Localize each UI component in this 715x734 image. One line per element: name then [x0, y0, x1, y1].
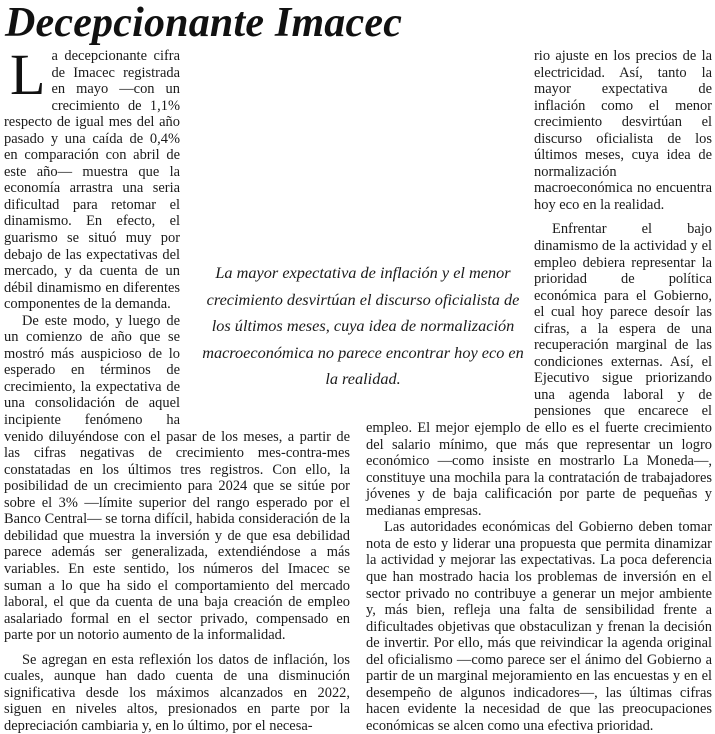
paragraph-2: De este modo, y luego de un comienzo de año que se mostró más auspicioso de lo esperado en términos de crecimiento, la expectativa de una consolidación de aquel incipiente fenómeno ha venido diluyéndose con el pasar de los meses, a partir de las cifras negativas de crecimiento mes-contra-mes constatadas en los últimos tres registros. Con ello, la posibilidad de un crecimiento para 2024 que se sitúe por sobre el 3% —límite superior del rango esperado por el Banco Central— se torna difícil, habida consideración de la debilidad que muestra la inversión y de que esa debilidad parece además ser generalizada, extendiéndose a más variables. En este sentido, los números del Imacec se suman a lo que ha sido el comportamiento del mercado laboral, el que da cuenta de una baja creación de empleo asalariado formal en el sector privado, compensado en parte por un notorio aumento de la informalidad.: [4, 312, 350, 644]
article-headline: Decepcionante Imacec: [5, 0, 403, 46]
paragraph-4: rio ajuste en los precios de la electricidad. Así, tanto la mayor expectativa de inflación como el menor crecimiento desvirtúan el discurso oficialista de los últimos meses, cuya idea de normalización macroeconómica no encuentra hoy eco en la realidad.: [534, 48, 712, 213]
paragraph-3: Se agregan en esta reflexión los datos de inflación, los cuales, aunque han dado cuenta de una disminución significativa desde los máximos alcanzados en 2022, siguen en niveles altos, presionados en parte por la depreciación cambiaria y, en lo último, por el necesa-: [4, 651, 350, 734]
paragraph-1: La decepcionante cifra de Imacec registrada en mayo —con un crecimiento de 1,1% respecto de igual mes del año pasado y una caída de 0,4% en comparación con abril de este año— muestra que la economía arrastra una seria dificultad para retomar el dinamismo. En efecto, el guarismo se situó muy por debajo de las expectativas del mercado, y da cuenta de un débil dinamismo en diferentes componentes de la demanda.: [4, 42, 180, 313]
pull-quote: La mayor expectativa de inflación y el menor crecimiento desvirtúan el discurso oficialista de los últimos meses, cuya idea de normalización macroeconómica no parece encontrar hoy eco en la realidad.: [196, 252, 530, 398]
paragraph-6: Las autoridades económicas del Gobierno deben tomar nota de esto y liderar una propuesta que permita dinamizar la actividad y mejorar las expectativas. La poca deferencia que han mostrado hacia los problemas de inversión en el sector privado no contribuye a generar un mejor ambiente y, más bien, refleja una falta de sensibilidad frente a dificultades objetivas que obstaculizan y frenan la decisión de invertir. Por ello, más que reivindicar la agenda original del oficialismo —como parece ser el ánimo del Gobierno a partir de un marginal mejoramiento en las encuestas y en el desempeño de algunos indicadores—, las últimas cifras hacen evidente la necesidad de que las preocupaciones económicas se alcen como una efectiva prioridad.: [366, 519, 712, 734]
paragraph-5: Enfrentar el bajo dinamismo de la actividad y el empleo debiera representar la prioridad de política económica para el Gobierno, el cual hoy parece desoír las cifras, a la espera de una recuperación marginal de las condiciones externas. Así, el Ejecutivo sigue priorizando una agenda laboral y de pensiones que encarece el empleo. El mejor ejemplo de ello es el fuerte crecimiento del salario mínimo, que más que representar un logro económico —como insiste en mostrarlo La Moneda—, constituye una mochila para la contratación de trabajadores jóvenes y de baja calificación por parte de pequeñas y medianas empresas.: [366, 221, 712, 519]
drop-cap: L: [10, 42, 46, 107]
